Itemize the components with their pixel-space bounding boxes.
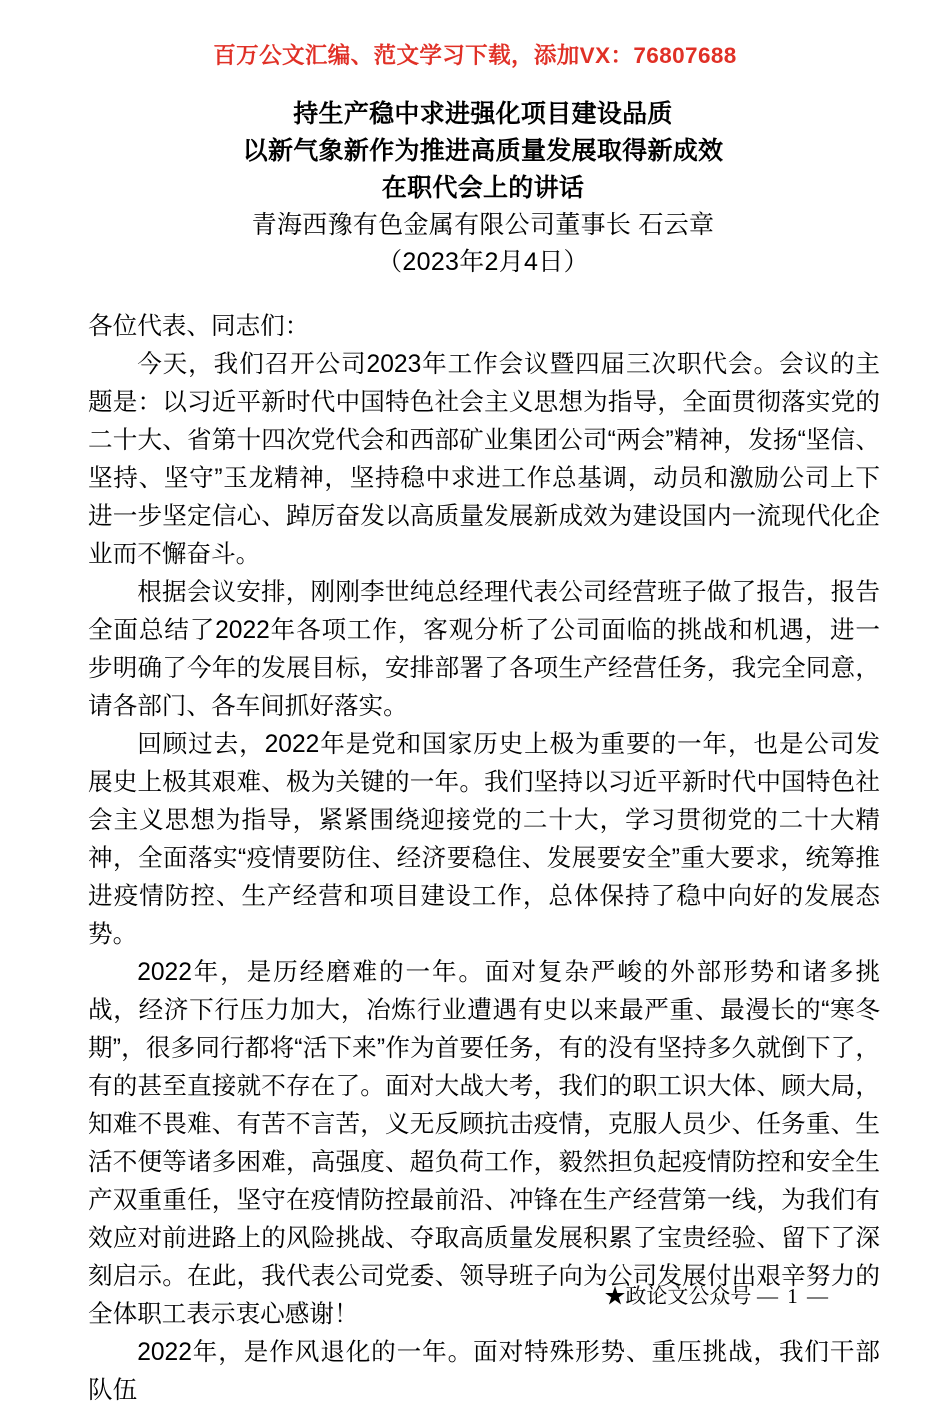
salutation: 各位代表、同志们： bbox=[88, 313, 310, 340]
title-line-3: 在职代会上的讲话 bbox=[381, 174, 585, 202]
body-paragraph: 2022年，是作风退化的一年。面对特殊形势、重压挑战，我们干部队伍 bbox=[88, 1339, 880, 1404]
body-paragraph: 2022年，是历经磨难的一年。面对复杂严峻的外部形势和诸多挑战，经济下行压力加大，冶炼行业遭遇有史以来最严重、最漫长的“寒冬期”，很多同行都将“活下来”作为首要任务，有的没有坚持多久就倒下了，有的甚至直接就不存在了。面对大战大考，我们的职工识大体、顾大局，知难不畏难、有苦不言苦，义无反顾抗击疫情，克服人员少、任务重、生活不便等诸多困难，高强度、超负荷工作，毅然担负起疫情防控和安全生产双重重任，坚守在疫情防控最前沿、冲锋在生产经营第一线，为我们有效应对前进路上的风险挑战、夺取高质量发展积累了宝贵经验、留下了深刻启示。在此，我代表公司党委、领导班子向为公司发展付出艰辛努力的全体职工表示衷心感谢！ bbox=[88, 959, 880, 1328]
document-title-block bbox=[88, 96, 878, 281]
publisher-mark: ★政论文公众号 bbox=[604, 1284, 752, 1308]
title-line-1: 持生产稳中求进强化项目建设品质 bbox=[293, 100, 673, 128]
document-body bbox=[88, 308, 880, 1410]
title-date: （2023年2月4日） bbox=[377, 248, 589, 276]
promo-watermark-header: 百万公文汇编、范文学习下载，添加VX：76807688 bbox=[213, 43, 737, 68]
title-byline: 青海西豫有色金属有限公司董事长 石云章 bbox=[251, 211, 715, 239]
page-footer bbox=[88, 1283, 830, 1310]
page-number: — 1 — bbox=[757, 1284, 830, 1308]
body-paragraph: 根据会议安排，刚刚李世纯总经理代表公司经营班子做了报告，报告全面总结了2022年各项工作，客观分析了公司面临的挑战和机遇，进一步明确了今年的发展目标，安排部署了各项生产经营任务，我完全同意，请各部门、各车间抓好落实。 bbox=[88, 579, 880, 720]
body-paragraph: 回顾过去，2022年是党和国家历史上极为重要的一年，也是公司发展史上极其艰难、极为关键的一年。我们坚持以习近平新时代中国特色社会主义思想为指导，紧紧围绕迎接党的二十大，学习贯彻党的二十大精神，全面落实“疫情要防住、经济要稳住、发展要安全”重大要求，统筹推进疫情防控、生产经营和项目建设工作，总体保持了稳中向好的发展态势。 bbox=[88, 731, 880, 948]
title-line-2: 以新气象新作为推进高质量发展取得新成效 bbox=[242, 137, 724, 165]
body-paragraph: 今天，我们召开公司2023年工作会议暨四届三次职代会。会议的主题是：以习近平新时代中国特色社会主义思想为指导，全面贯彻落实党的二十大、省第十四次党代会和西部矿业集团公司“两会”精神，发扬“坚信、坚持、坚守”玉龙精神，坚持稳中求进工作总基调，动员和激励公司上下进一步坚定信心、踔厉奋发以高质量发展新成效为建设国内一流现代化企业而不懈奋斗。 bbox=[88, 351, 880, 568]
